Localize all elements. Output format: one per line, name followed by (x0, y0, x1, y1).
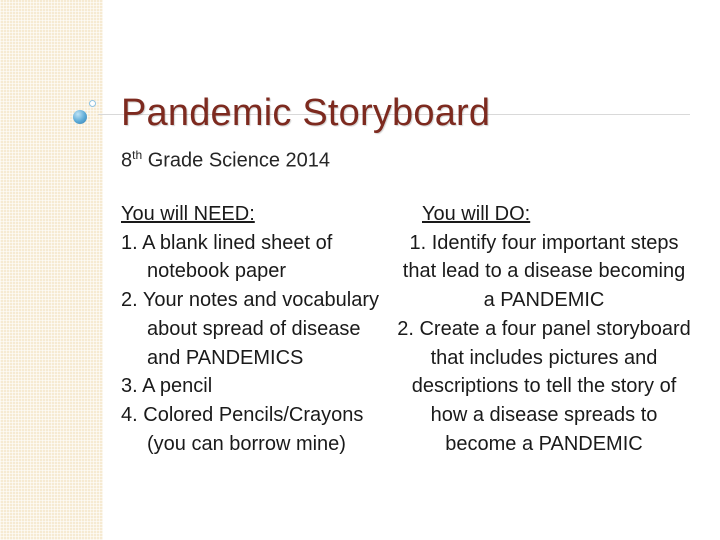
side-pattern (0, 0, 103, 540)
slide-subtitle (121, 148, 330, 173)
list-item: 3. A pencil (121, 375, 213, 398)
grade-number: 8 (121, 149, 133, 172)
do-list (396, 229, 692, 459)
list-item: 1. A blank lined sheet of notebook paper (121, 231, 333, 283)
do-column (396, 200, 692, 458)
small-bubble-icon (89, 100, 96, 107)
bubble-icon (73, 110, 87, 124)
list-item: 4. Colored Pencils/Crayons (you can borrow mine) (121, 403, 364, 455)
slide-title: Pandemic Storyboard (121, 92, 491, 134)
grade-suffix: th (132, 148, 143, 162)
need-list (121, 229, 386, 459)
do-heading: You will DO: (422, 203, 531, 225)
list-item: 1. Identify four important steps that lead to a disease becoming a PANDEMIC (402, 231, 686, 312)
need-column (121, 200, 386, 458)
subtitle-text: Grade Science 2014 (147, 149, 331, 172)
need-heading: You will NEED: (121, 203, 255, 225)
list-item: 2. Create a four panel storyboard that includes pictures and descriptions to tell the story of how a disease spreads to become a PANDEMIC (397, 317, 691, 455)
list-item: 2. Your notes and vocabulary about spread of disease and PANDEMICS (121, 289, 379, 369)
